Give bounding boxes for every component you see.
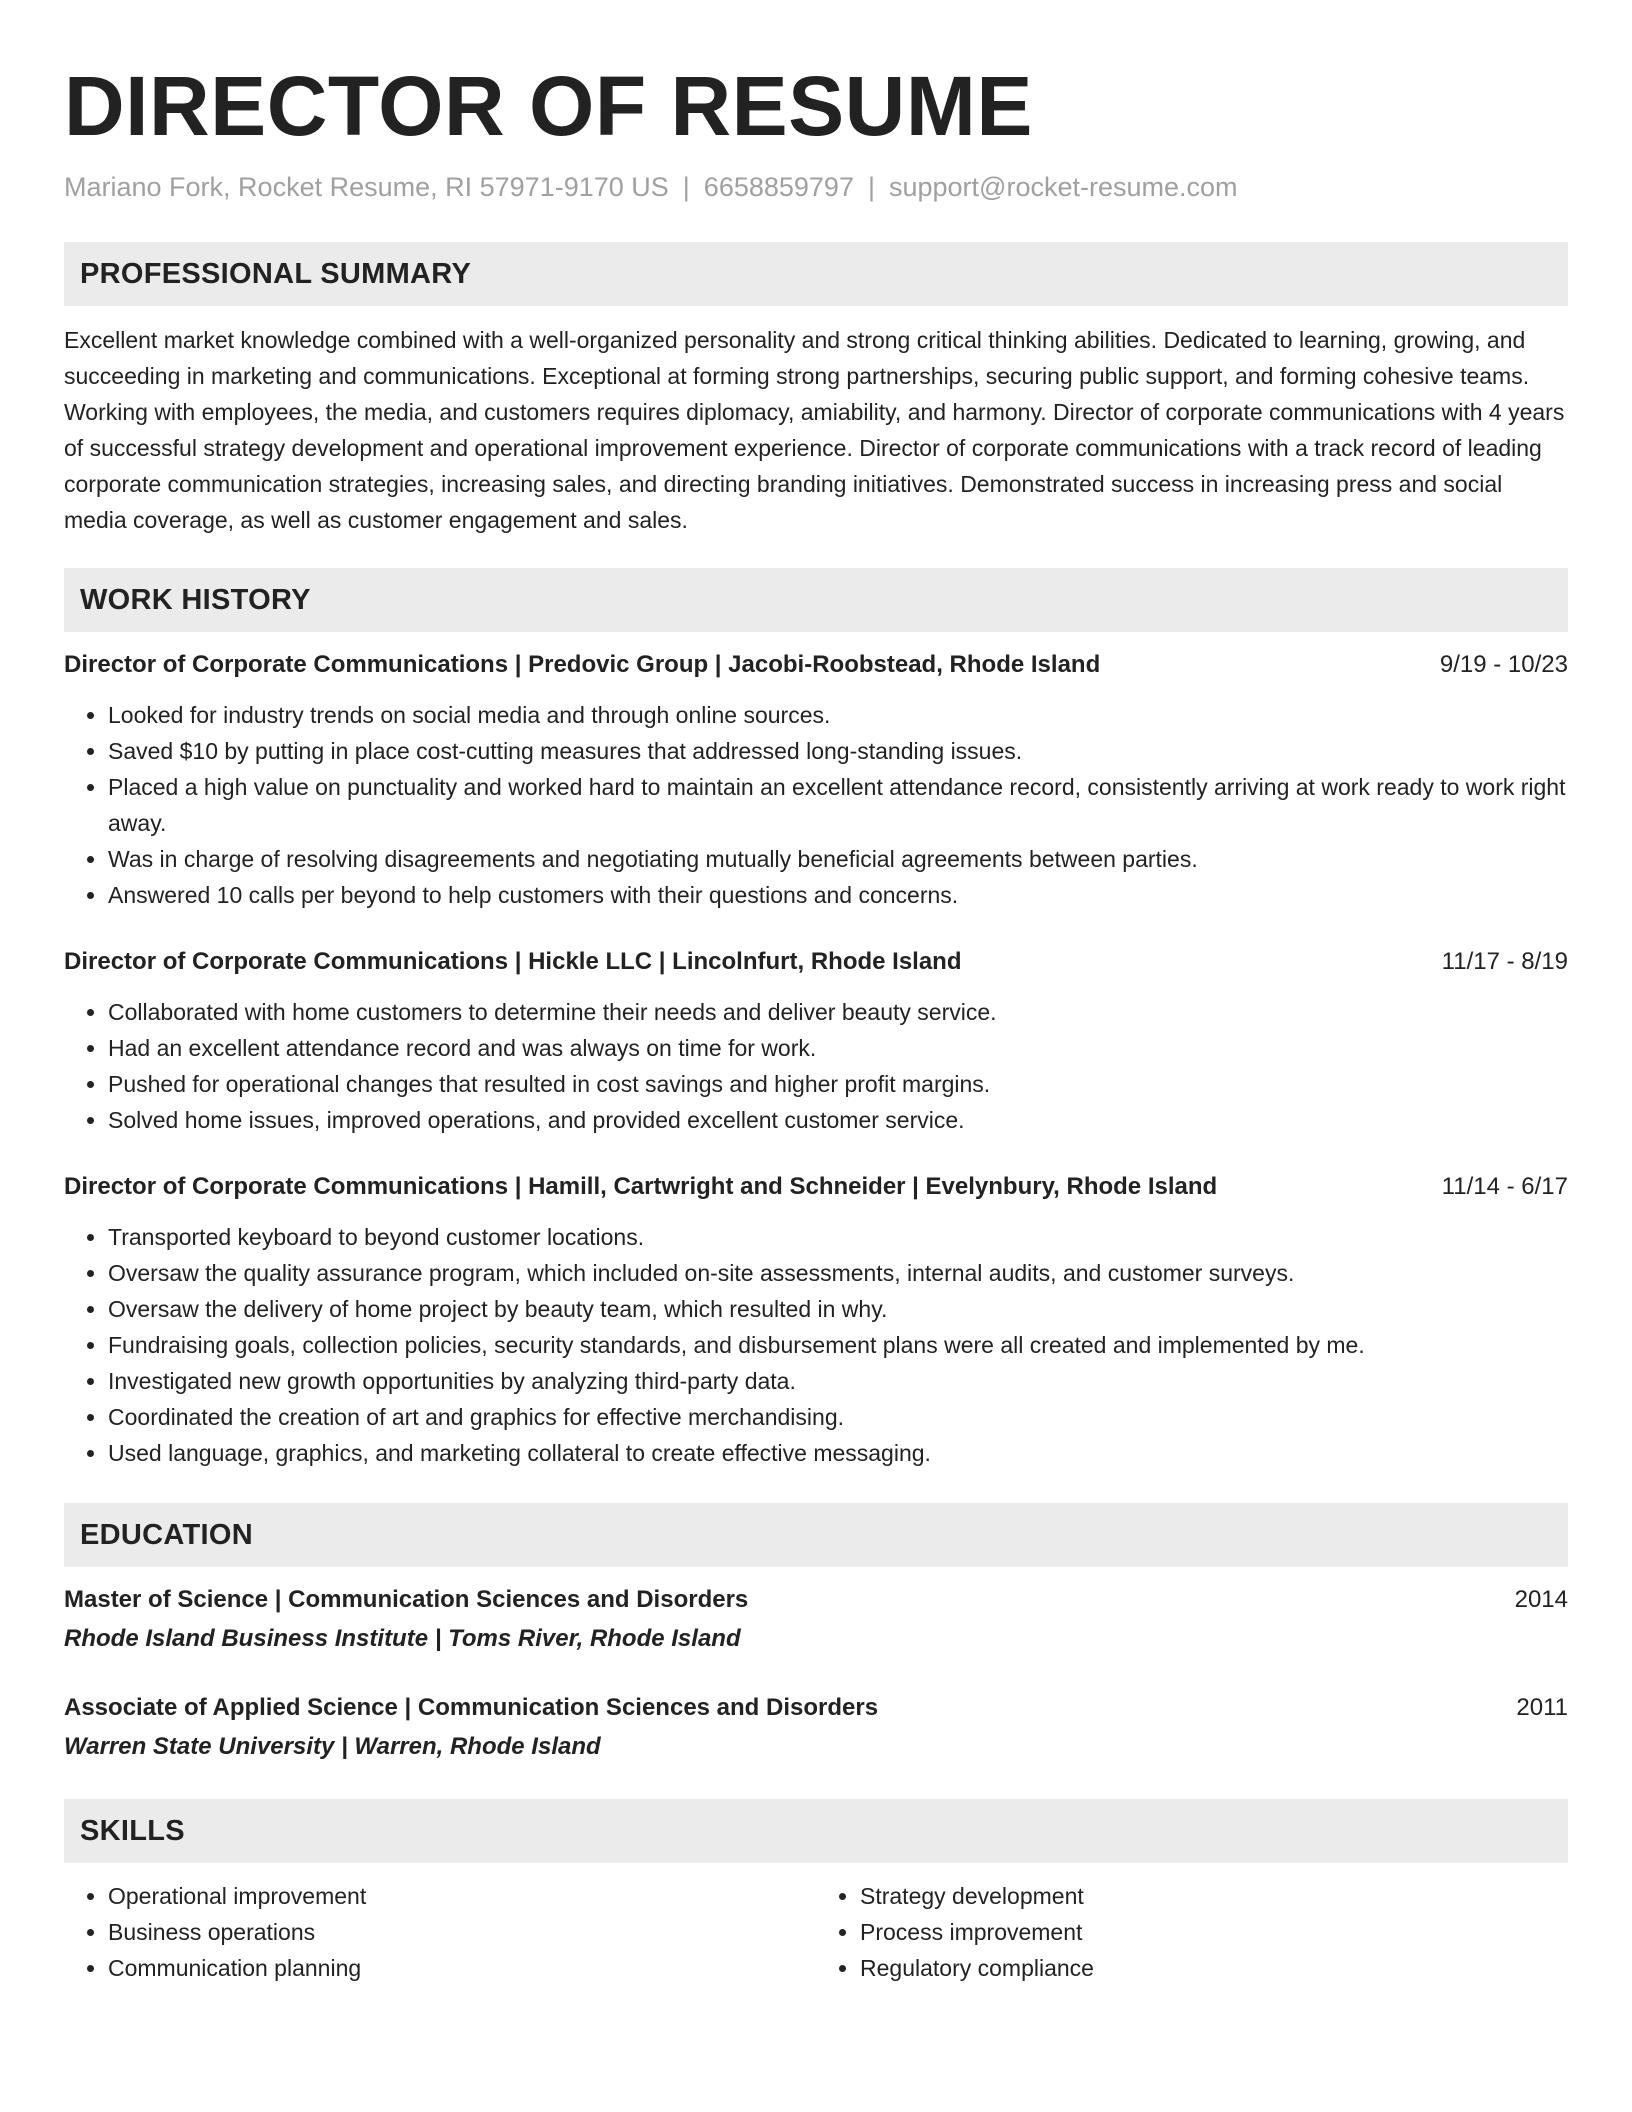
list-item: • Business operations [108, 1914, 816, 1950]
job-bullets [64, 1219, 1568, 1471]
job-bullets [64, 697, 1568, 913]
education-header [64, 1691, 1568, 1725]
list-item: • Oversaw the quality assurance program, which included on-site assessments, internal audits, and customer surveys. [108, 1255, 1568, 1291]
contact-line [64, 170, 1568, 204]
list-item: • Had an excellent attendance record and was always on time for work. [108, 1030, 1568, 1066]
education-header [64, 1583, 1568, 1617]
education-entry [64, 1583, 1568, 1657]
list-item: • Oversaw the delivery of home project by beauty team, which resulted in why. [108, 1291, 1568, 1327]
education-year: 2011 [1516, 1694, 1568, 1721]
list-item: • Coordinated the creation of art and graphics for effective merchandising. [108, 1399, 1568, 1435]
education-degree: Master of Science | Communication Sciences and Disorders [64, 1586, 749, 1613]
education-school: Rhode Island Business Institute | Toms River, Rhode Island [64, 1625, 741, 1652]
job-header [64, 1170, 1568, 1204]
contact-email: support@rocket-resume.com [888, 172, 1238, 202]
contact-separator: | [682, 172, 690, 202]
list-item: • Pushed for operational changes that resulted in cost savings and higher profit margins. [108, 1066, 1568, 1102]
job-entry [64, 1170, 1568, 1471]
list-item: • Fundraising goals, collection policies, security standards, and disbursement plans were all created and implemented by me. [108, 1327, 1568, 1363]
section-header-skills: SKILLS [64, 1799, 1568, 1863]
job-dates: 11/14 - 6/17 [1441, 1173, 1568, 1200]
skills-list-left [64, 1878, 816, 1986]
list-item: • Transported keyboard to beyond customer locations. [108, 1219, 1568, 1255]
list-item: • Process improvement [860, 1914, 1568, 1950]
list-item: • Solved home issues, improved operations, and provided excellent customer service. [108, 1102, 1568, 1138]
contact-separator: | [867, 172, 875, 202]
job-header [64, 648, 1568, 682]
contact-address: Mariano Fork, Rocket Resume, RI 57971-9170 US [64, 172, 669, 202]
job-dates: 9/19 - 10/23 [1439, 651, 1568, 678]
job-title: Director of Corporate Communications | Hamill, Cartwright and Schneider | Evelynbury, Rhode Island [64, 1173, 1218, 1200]
list-item: • Looked for industry trends on social media and through online sources. [108, 697, 1568, 733]
resume-name: DIRECTOR OF RESUME [64, 59, 1033, 153]
list-item: • Regulatory compliance [860, 1950, 1568, 1986]
education-year: 2014 [1514, 1586, 1568, 1613]
job-title: Director of Corporate Communications | Hickle LLC | Lincolnfurt, Rhode Island [64, 948, 962, 975]
list-item: • Operational improvement [108, 1878, 816, 1914]
skills-grid [64, 1863, 1568, 1986]
job-title: Director of Corporate Communications | Predovic Group | Jacobi-Roobstead, Rhode Island [64, 651, 1101, 678]
job-entry [64, 945, 1568, 1138]
list-item: • Saved $10 by putting in place cost-cutting measures that addressed long-standing issues. [108, 733, 1568, 769]
education-entry [64, 1691, 1568, 1765]
list-item: • Placed a high value on punctuality and worked hard to maintain an excellent attendance record, consistently arriving at work ready to work right away. [108, 769, 1568, 841]
list-item: • Collaborated with home customers to determine their needs and deliver beauty service. [108, 994, 1568, 1030]
section-header-summary: PROFESSIONAL SUMMARY [64, 242, 1568, 306]
summary-text: Excellent market knowledge combined with a well-organized personality and strong critical thinking abilities. Dedicated to learning, growing, and succeeding in marketing and communications. Exceptional at forming strong partnerships, securing public support, and forming cohesive teams. Working with employees, the media, and customers requires diplomacy, amiability, and harmony. Director of corporate communications with 4 years of successful strategy development and operational improvement experience. Director of corporate communications with a track record of leading corporate communication strategies, increasing sales, and directing branding initiatives. Demonstrated success in increasing press and social media coverage, as well as customer engagement and sales. [64, 327, 1565, 533]
list-item: • Strategy development [860, 1878, 1568, 1914]
job-dates: 11/17 - 8/19 [1441, 948, 1568, 975]
list-item: • Communication planning [108, 1950, 816, 1986]
job-entry [64, 648, 1568, 913]
skills-list-right [816, 1878, 1568, 1986]
education-school: Warren State University | Warren, Rhode Island [64, 1733, 601, 1760]
job-bullets [64, 994, 1568, 1138]
job-header [64, 945, 1568, 979]
education-degree: Associate of Applied Science | Communication Sciences and Disorders [64, 1694, 879, 1721]
list-item: • Was in charge of resolving disagreements and negotiating mutually beneficial agreements between parties. [108, 841, 1568, 877]
section-header-education: EDUCATION [64, 1503, 1568, 1567]
list-item: • Answered 10 calls per beyond to help customers with their questions and concerns. [108, 877, 1568, 913]
contact-phone: 6658859797 [703, 172, 854, 202]
section-header-work-history: WORK HISTORY [64, 568, 1568, 632]
list-item: • Used language, graphics, and marketing collateral to create effective messaging. [108, 1435, 1568, 1471]
list-item: • Investigated new growth opportunities by analyzing third-party data. [108, 1363, 1568, 1399]
